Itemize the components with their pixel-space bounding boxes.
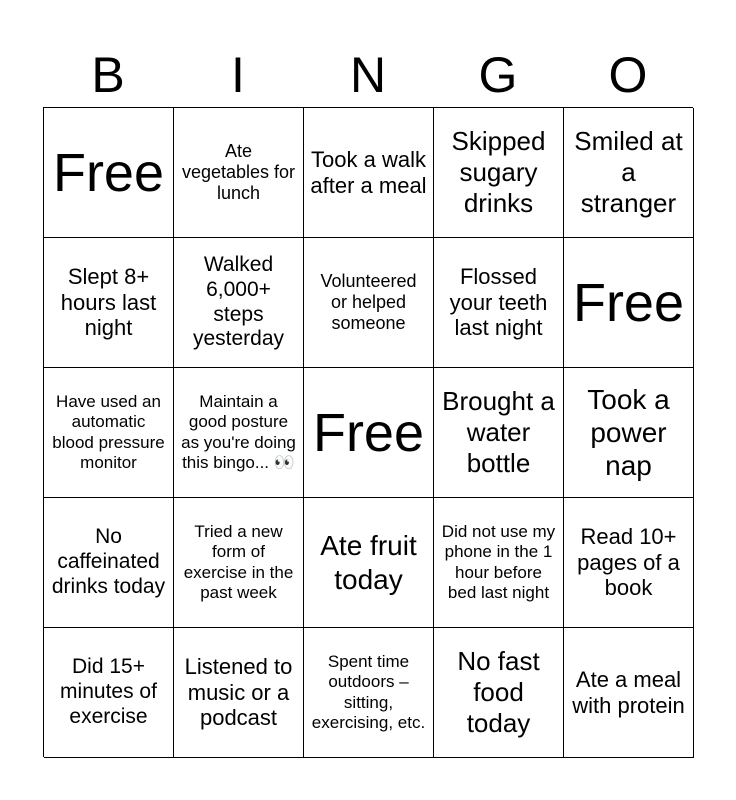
- cell-label: Ate vegetables for lunch: [181, 140, 296, 204]
- bingo-cell-r2c3[interactable]: [304, 238, 434, 368]
- bingo-cell-r3c5[interactable]: [564, 368, 694, 498]
- bingo-cell-r4c2[interactable]: [174, 498, 304, 628]
- cell-label: Listened to music or a podcast: [184, 653, 293, 731]
- bingo-cell-r3c3-free[interactable]: [304, 368, 434, 498]
- header-letter-i: I: [231, 47, 245, 103]
- cell-label: Have used an automatic blood pressure monitor: [52, 392, 165, 472]
- cell-label: Volunteered or helped someone: [320, 270, 417, 334]
- cell-label: Free: [312, 402, 425, 463]
- cell-label: Flossed your teeth last night: [449, 263, 548, 341]
- cell-label: Did not use my phone in the 1 hour before bed last night: [441, 522, 556, 602]
- cell-label: Slept 8+ hours last night: [60, 263, 157, 341]
- bingo-header: [43, 44, 693, 106]
- bingo-cell-r5c5[interactable]: [564, 628, 694, 758]
- bingo-cell-r5c2[interactable]: [174, 628, 304, 758]
- bingo-cell-r1c3[interactable]: [304, 108, 434, 238]
- cell-label: Brought a water bottle: [442, 386, 555, 478]
- cell-label: Ate fruit today: [320, 530, 417, 595]
- cell-label: Tried a new form of exercise in the past week: [183, 522, 294, 602]
- cell-label: Spent time outdoors – sitting, exercising, etc.: [311, 652, 426, 732]
- cell-label: Skipped sugary drinks: [451, 126, 546, 218]
- bingo-cell-r3c2[interactable]: [174, 368, 304, 498]
- bingo-cell-r2c4[interactable]: [434, 238, 564, 368]
- cell-label: Maintain a good posture as you're doing this bingo... 👀: [181, 392, 296, 472]
- bingo-cell-r2c5-free[interactable]: [564, 238, 694, 368]
- bingo-cell-r3c1[interactable]: [44, 368, 174, 498]
- cell-label: Free: [52, 142, 165, 203]
- cell-label: Took a walk after a meal: [310, 146, 427, 198]
- bingo-cell-r1c2[interactable]: [174, 108, 304, 238]
- bingo-cell-r2c1[interactable]: [44, 238, 174, 368]
- bingo-cell-r1c4[interactable]: [434, 108, 564, 238]
- cell-label: Smiled at a stranger: [574, 126, 683, 218]
- cell-label: No fast food today: [457, 646, 540, 738]
- cell-label: Ate a meal with protein: [572, 666, 685, 718]
- cell-label: Free: [572, 272, 685, 333]
- bingo-cell-r4c5[interactable]: [564, 498, 694, 628]
- bingo-cell-r5c1[interactable]: [44, 628, 174, 758]
- header-letter-o: O: [608, 47, 648, 103]
- bingo-board: [43, 107, 693, 757]
- bingo-cell-r4c4[interactable]: [434, 498, 564, 628]
- header-letter-g: G: [478, 47, 518, 103]
- bingo-cell-r2c2[interactable]: [174, 238, 304, 368]
- cell-label: No caffeinated drinks today: [51, 525, 166, 598]
- bingo-cell-r5c3[interactable]: [304, 628, 434, 758]
- header-letter-b: B: [91, 47, 125, 103]
- bingo-cell-r4c1[interactable]: [44, 498, 174, 628]
- cell-label: Did 15+ minutes of exercise: [60, 655, 157, 728]
- bingo-cell-r1c1-free[interactable]: [44, 108, 174, 238]
- bingo-cell-r4c3[interactable]: [304, 498, 434, 628]
- cell-label: Took a power nap: [587, 383, 670, 482]
- bingo-cell-r5c4[interactable]: [434, 628, 564, 758]
- bingo-cell-r1c5[interactable]: [564, 108, 694, 238]
- cell-label: Read 10+ pages of a book: [577, 523, 680, 601]
- header-letter-n: N: [349, 47, 387, 103]
- cell-label: Walked 6,000+ steps yesterday: [192, 252, 285, 351]
- bingo-cell-r3c4[interactable]: [434, 368, 564, 498]
